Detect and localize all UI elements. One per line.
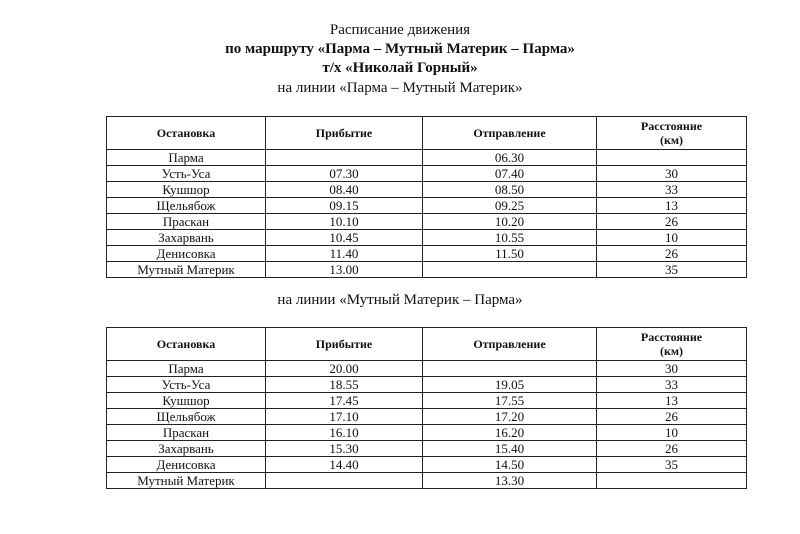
distance-cell: 10 [597, 425, 747, 441]
arrival-cell [266, 473, 423, 489]
distance-cell: 13 [597, 393, 747, 409]
stop-cell: Кушшор [107, 393, 266, 409]
section1-title: на линии «Парма – Мутный Материк» [277, 80, 523, 96]
distance-cell [597, 150, 747, 166]
table-row [107, 182, 747, 198]
table-row [107, 473, 747, 489]
distance-cell: 33 [597, 377, 747, 393]
header-distance-line1: Расстояние [640, 330, 703, 344]
table-row [107, 377, 747, 393]
distance-cell [597, 473, 747, 489]
distance-cell: 30 [597, 166, 747, 182]
departure-cell: 15.40 [423, 441, 597, 457]
departure-cell: 09.25 [423, 198, 597, 214]
stop-cell: Мутный Материк [107, 262, 266, 278]
header-stop: Остановка [107, 117, 266, 150]
arrival-cell: 09.15 [266, 198, 423, 214]
stop-cell: Усть-Уса [107, 377, 266, 393]
arrival-cell: 14.40 [266, 457, 423, 473]
header-departure: Отправление [423, 117, 597, 150]
table-row [107, 230, 747, 246]
distance-cell: 13 [597, 198, 747, 214]
stop-cell: Щельябож [107, 409, 266, 425]
distance-cell: 26 [597, 441, 747, 457]
header-distance [597, 117, 747, 150]
table-row [107, 409, 747, 425]
stop-cell: Захарвань [107, 230, 266, 246]
arrival-cell: 15.30 [266, 441, 423, 457]
departure-cell: 10.20 [423, 214, 597, 230]
departure-cell: 08.50 [423, 182, 597, 198]
section2-title: на линии «Мутный Материк – Парма» [277, 292, 523, 308]
header-arrival: Прибытие [266, 328, 423, 361]
table-row [107, 457, 747, 473]
schedule-table-return [106, 327, 747, 489]
stop-cell: Денисовка [107, 246, 266, 262]
arrival-cell: 10.10 [266, 214, 423, 230]
departure-cell: 06.30 [423, 150, 597, 166]
distance-cell: 35 [597, 262, 747, 278]
arrival-cell: 18.55 [266, 377, 423, 393]
header-distance-line1: Расстояние [640, 119, 703, 133]
table-row [107, 361, 747, 377]
table-header-row [107, 328, 747, 361]
arrival-cell: 11.40 [266, 246, 423, 262]
stop-cell: Кушшор [107, 182, 266, 198]
arrival-cell: 08.40 [266, 182, 423, 198]
schedule-table-outbound [106, 116, 747, 278]
distance-cell: 35 [597, 457, 747, 473]
arrival-cell: 17.45 [266, 393, 423, 409]
departure-cell: 19.05 [423, 377, 597, 393]
schedule-title: Расписание движения [329, 22, 471, 38]
table-row [107, 150, 747, 166]
departure-cell: 17.20 [423, 409, 597, 425]
departure-cell: 11.50 [423, 246, 597, 262]
distance-cell: 26 [597, 214, 747, 230]
departure-cell: 07.40 [423, 166, 597, 182]
table-row [107, 198, 747, 214]
departure-cell: 13.30 [423, 473, 597, 489]
table-row [107, 166, 747, 182]
table-row [107, 441, 747, 457]
table-row [107, 393, 747, 409]
distance-cell: 33 [597, 182, 747, 198]
table-row [107, 425, 747, 441]
stop-cell: Праскан [107, 425, 266, 441]
arrival-cell: 13.00 [266, 262, 423, 278]
departure-cell: 10.55 [423, 230, 597, 246]
stop-cell: Праскан [107, 214, 266, 230]
table-row [107, 246, 747, 262]
header-distance-line2: (км) [659, 133, 684, 147]
arrival-cell: 07.30 [266, 166, 423, 182]
route-title: по маршруту «Парма – Мутный Материк – Парма» [225, 41, 575, 57]
departure-cell: 16.20 [423, 425, 597, 441]
stop-cell: Захарвань [107, 441, 266, 457]
table-header-row [107, 117, 747, 150]
header-distance-line2: (км) [659, 344, 684, 358]
stop-cell: Усть-Уса [107, 166, 266, 182]
distance-cell: 26 [597, 409, 747, 425]
header-departure: Отправление [423, 328, 597, 361]
header-stop: Остановка [107, 328, 266, 361]
departure-cell: 17.55 [423, 393, 597, 409]
stop-cell: Мутный Материк [107, 473, 266, 489]
arrival-cell [266, 150, 423, 166]
table-row [107, 262, 747, 278]
vessel-title: т/х «Николай Горный» [322, 60, 478, 76]
stop-cell: Денисовка [107, 457, 266, 473]
departure-cell [423, 361, 597, 377]
header-distance [597, 328, 747, 361]
stop-cell: Парма [107, 361, 266, 377]
distance-cell: 30 [597, 361, 747, 377]
stop-cell: Парма [107, 150, 266, 166]
arrival-cell: 10.45 [266, 230, 423, 246]
stop-cell: Щельябож [107, 198, 266, 214]
distance-cell: 10 [597, 230, 747, 246]
arrival-cell: 17.10 [266, 409, 423, 425]
header-arrival: Прибытие [266, 117, 423, 150]
arrival-cell: 20.00 [266, 361, 423, 377]
table-row [107, 214, 747, 230]
arrival-cell: 16.10 [266, 425, 423, 441]
departure-cell [423, 262, 597, 278]
distance-cell: 26 [597, 246, 747, 262]
departure-cell: 14.50 [423, 457, 597, 473]
